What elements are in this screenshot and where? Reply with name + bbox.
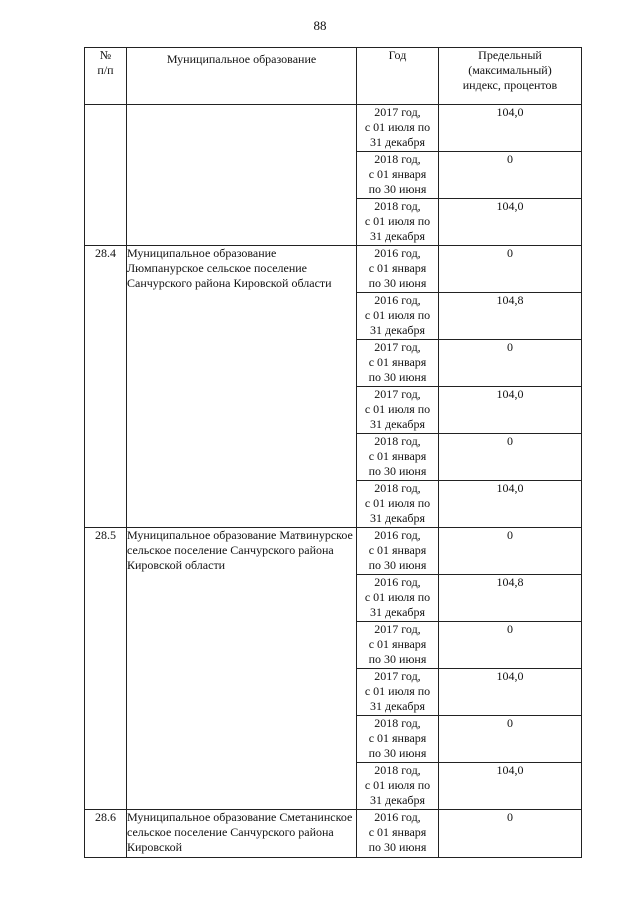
table-row xyxy=(85,528,582,575)
table-header-row xyxy=(85,48,582,105)
period-cell: 2017 год, с 01 июля по 31 декабря xyxy=(357,105,439,152)
index-value: 0 xyxy=(439,528,582,575)
period-cell: 2018 год, с 01 июля по 31 декабря xyxy=(357,481,439,528)
header-municipality: Муниципальное образование xyxy=(127,48,357,105)
index-table xyxy=(84,47,582,858)
row-number xyxy=(85,105,127,246)
index-value: 104,0 xyxy=(439,481,582,528)
municipality-name: Муниципальное образование Люмпанурское сельское поселение Санчурского района Кировской области xyxy=(127,246,357,528)
index-value: 104,0 xyxy=(439,763,582,810)
municipality-name xyxy=(127,105,357,246)
header-index: Предельный (максимальный) индекс, процентов xyxy=(439,48,582,105)
index-value: 104,8 xyxy=(439,293,582,340)
period-cell: 2018 год, с 01 января по 30 июня xyxy=(357,434,439,481)
period-cell: 2018 год, с 01 января по 30 июня xyxy=(357,152,439,199)
table-row xyxy=(85,810,582,858)
index-value: 0 xyxy=(439,810,582,858)
period-cell: 2018 год, с 01 июля по 31 декабря xyxy=(357,763,439,810)
row-number: 28.5 xyxy=(85,528,127,810)
period-cell: 2016 год, с 01 января по 30 июня xyxy=(357,246,439,293)
period-cell: 2017 год, с 01 января по 30 июня xyxy=(357,340,439,387)
index-value: 0 xyxy=(439,246,582,293)
row-number: 28.6 xyxy=(85,810,127,858)
period-cell: 2018 год, с 01 июля по 31 декабря xyxy=(357,199,439,246)
municipality-name: Муниципальное образование Матвинурское сельское поселение Санчурского района Кировской области xyxy=(127,528,357,810)
index-value: 104,0 xyxy=(439,199,582,246)
header-year: Год xyxy=(357,48,439,105)
page-number: 88 xyxy=(313,18,327,33)
period-cell: 2017 год, с 01 июля по 31 декабря xyxy=(357,387,439,434)
period-cell: 2017 год, с 01 января по 30 июня xyxy=(357,622,439,669)
row-number: 28.4 xyxy=(85,246,127,528)
period-cell: 2016 год, с 01 января по 30 июня xyxy=(357,810,439,858)
municipality-name: Муниципальное образование Сметанинское сельское поселение Санчурского района Кировской xyxy=(127,810,357,858)
header-num: № п/п xyxy=(85,48,127,105)
period-cell: 2016 год, с 01 января по 30 июня xyxy=(357,528,439,575)
index-value: 0 xyxy=(439,434,582,481)
index-value: 104,8 xyxy=(439,575,582,622)
index-value: 0 xyxy=(439,622,582,669)
index-value: 0 xyxy=(439,152,582,199)
table-row xyxy=(85,246,582,293)
period-cell: 2017 год, с 01 июля по 31 декабря xyxy=(357,669,439,716)
period-cell: 2018 год, с 01 января по 30 июня xyxy=(357,716,439,763)
index-value: 0 xyxy=(439,716,582,763)
index-value: 104,0 xyxy=(439,105,582,152)
index-value: 104,0 xyxy=(439,387,582,434)
index-value: 104,0 xyxy=(439,669,582,716)
table-row xyxy=(85,105,582,152)
index-value: 0 xyxy=(439,340,582,387)
period-cell: 2016 год, с 01 июля по 31 декабря xyxy=(357,575,439,622)
period-cell: 2016 год, с 01 июля по 31 декабря xyxy=(357,293,439,340)
